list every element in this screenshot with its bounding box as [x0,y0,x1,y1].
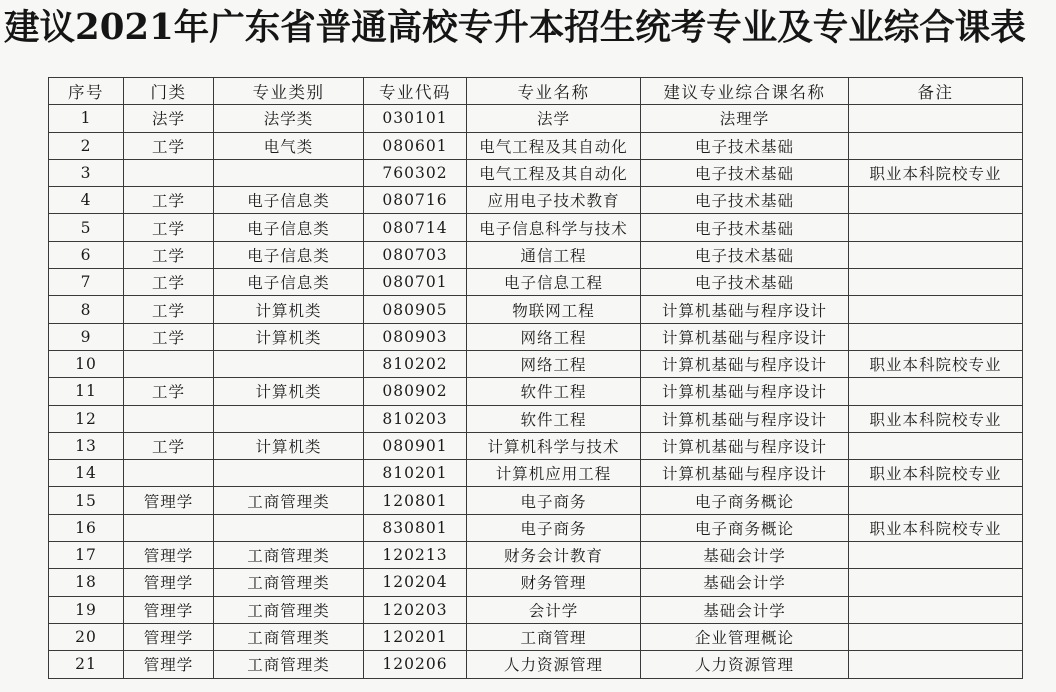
cell-no: 15 [49,487,124,514]
cell-class: 工商管理类 [214,569,364,596]
cell-course: 电子技术基础 [641,187,849,214]
cell-class: 电子信息类 [214,187,364,214]
cell-class [214,350,364,377]
cell-no: 9 [49,323,124,350]
cell-note [849,432,1023,459]
cell-note [849,569,1023,596]
cell-class [214,405,364,432]
cell-major: 财务会计教育 [467,542,641,569]
cell-no: 20 [49,623,124,650]
cell-category: 工学 [124,132,214,159]
table-row [49,514,1023,541]
header-cell-category: 门类 [124,78,214,105]
cell-course: 电子技术基础 [641,159,849,186]
cell-note [849,487,1023,514]
cell-major: 物联网工程 [467,296,641,323]
table-row [49,378,1023,405]
cell-note [849,241,1023,268]
cell-code: 120201 [364,623,467,650]
cell-no: 3 [49,159,124,186]
cell-note: 职业本科院校专业 [849,460,1023,487]
cell-code: 120213 [364,542,467,569]
table-row [49,296,1023,323]
cell-major: 软件工程 [467,378,641,405]
cell-major: 会计学 [467,596,641,623]
cell-note [849,623,1023,650]
cell-note: 职业本科院校专业 [849,350,1023,377]
cell-category: 工学 [124,187,214,214]
cell-major: 电子商务 [467,514,641,541]
cell-no: 1 [49,105,124,132]
cell-class: 计算机类 [214,296,364,323]
cell-class [214,460,364,487]
cell-note [849,378,1023,405]
cell-course: 电子商务概论 [641,487,849,514]
cell-class: 计算机类 [214,323,364,350]
cell-note [849,542,1023,569]
cell-category [124,159,214,186]
cell-category [124,460,214,487]
cell-course: 电子技术基础 [641,214,849,241]
cell-note [849,651,1023,678]
cell-class: 工商管理类 [214,623,364,650]
cell-note: 职业本科院校专业 [849,405,1023,432]
cell-class: 工商管理类 [214,651,364,678]
cell-class [214,159,364,186]
cell-code: 080905 [364,296,467,323]
cell-major: 通信工程 [467,241,641,268]
cell-class: 工商管理类 [214,487,364,514]
cell-class [214,514,364,541]
header-cell-code: 专业代码 [364,78,467,105]
cell-course: 企业管理概论 [641,623,849,650]
header-cell-major: 专业名称 [467,78,641,105]
cell-major: 网络工程 [467,350,641,377]
cell-major: 软件工程 [467,405,641,432]
table-row [49,651,1023,678]
table-row [49,542,1023,569]
cell-course: 计算机基础与程序设计 [641,432,849,459]
cell-note: 职业本科院校专业 [849,514,1023,541]
table-row [49,432,1023,459]
majors-table [48,77,1023,679]
table-row [49,214,1023,241]
cell-category: 工学 [124,378,214,405]
cell-course: 法理学 [641,105,849,132]
cell-code: 810201 [364,460,467,487]
cell-major: 电子商务 [467,487,641,514]
cell-category: 工学 [124,296,214,323]
cell-no: 10 [49,350,124,377]
header-cell-course: 建议专业综合课名称 [641,78,849,105]
cell-code: 080701 [364,269,467,296]
cell-note [849,596,1023,623]
cell-course: 电子技术基础 [641,132,849,159]
cell-code: 080716 [364,187,467,214]
table-row [49,187,1023,214]
cell-no: 18 [49,569,124,596]
cell-no: 16 [49,514,124,541]
page-title: 建议2021年广东省普通高校专升本招生统考专业及专业综合课表 [4,7,1026,48]
table-row [49,460,1023,487]
cell-major: 电子信息工程 [467,269,641,296]
cell-major: 电子信息科学与技术 [467,214,641,241]
header-cell-no: 序号 [49,78,124,105]
cell-major: 计算机应用工程 [467,460,641,487]
table-row [49,596,1023,623]
cell-course: 计算机基础与程序设计 [641,296,849,323]
cell-no: 17 [49,542,124,569]
cell-category: 管理学 [124,651,214,678]
cell-no: 2 [49,132,124,159]
table-row [49,405,1023,432]
cell-course: 计算机基础与程序设计 [641,350,849,377]
cell-no: 12 [49,405,124,432]
cell-category: 法学 [124,105,214,132]
table-row [49,159,1023,186]
table-row [49,569,1023,596]
cell-class: 计算机类 [214,432,364,459]
table-body [49,105,1023,678]
cell-course: 电子技术基础 [641,269,849,296]
cell-code: 030101 [364,105,467,132]
cell-category [124,405,214,432]
table-row [49,269,1023,296]
cell-no: 19 [49,596,124,623]
cell-no: 4 [49,187,124,214]
cell-class: 电子信息类 [214,269,364,296]
cell-code: 120204 [364,569,467,596]
cell-course: 计算机基础与程序设计 [641,323,849,350]
table-row [49,105,1023,132]
cell-major: 工商管理 [467,623,641,650]
cell-code: 080714 [364,214,467,241]
cell-course: 计算机基础与程序设计 [641,405,849,432]
cell-course: 基础会计学 [641,542,849,569]
cell-category: 管理学 [124,487,214,514]
cell-no: 13 [49,432,124,459]
cell-code: 810202 [364,350,467,377]
cell-note [849,269,1023,296]
table-row [49,487,1023,514]
cell-class: 电子信息类 [214,214,364,241]
table-row [49,241,1023,268]
cell-code: 760302 [364,159,467,186]
cell-no: 5 [49,214,124,241]
cell-course: 电子商务概论 [641,514,849,541]
cell-note [849,214,1023,241]
cell-course: 电子技术基础 [641,241,849,268]
cell-code: 120206 [364,651,467,678]
cell-category [124,350,214,377]
cell-class: 电气类 [214,132,364,159]
cell-course: 计算机基础与程序设计 [641,460,849,487]
cell-category: 工学 [124,241,214,268]
cell-code: 080703 [364,241,467,268]
table-row [49,132,1023,159]
table-row [49,623,1023,650]
cell-category [124,514,214,541]
header-row [49,78,1023,105]
cell-class: 电子信息类 [214,241,364,268]
cell-class: 工商管理类 [214,542,364,569]
cell-major: 电气工程及其自动化 [467,159,641,186]
cell-code: 120801 [364,487,467,514]
table-row [49,323,1023,350]
cell-code: 080601 [364,132,467,159]
cell-category: 管理学 [124,542,214,569]
cell-code: 080901 [364,432,467,459]
cell-code: 080902 [364,378,467,405]
cell-no: 8 [49,296,124,323]
cell-category: 工学 [124,214,214,241]
cell-note [849,132,1023,159]
header-cell-note: 备注 [849,78,1023,105]
cell-category: 管理学 [124,623,214,650]
cell-category: 工学 [124,269,214,296]
header-cell-class: 专业类别 [214,78,364,105]
cell-major: 计算机科学与技术 [467,432,641,459]
cell-note [849,296,1023,323]
table-row [49,350,1023,377]
cell-course: 计算机基础与程序设计 [641,378,849,405]
cell-major: 人力资源管理 [467,651,641,678]
cell-major: 网络工程 [467,323,641,350]
cell-category: 工学 [124,323,214,350]
cell-code: 830801 [364,514,467,541]
cell-code: 080903 [364,323,467,350]
cell-category: 工学 [124,432,214,459]
cell-major: 应用电子技术教育 [467,187,641,214]
cell-class: 工商管理类 [214,596,364,623]
cell-code: 120203 [364,596,467,623]
cell-code: 810203 [364,405,467,432]
cell-course: 基础会计学 [641,569,849,596]
cell-note [849,105,1023,132]
cell-category: 管理学 [124,596,214,623]
cell-major: 财务管理 [467,569,641,596]
cell-no: 7 [49,269,124,296]
cell-class: 计算机类 [214,378,364,405]
cell-no: 11 [49,378,124,405]
cell-major: 法学 [467,105,641,132]
cell-class: 法学类 [214,105,364,132]
cell-note: 职业本科院校专业 [849,159,1023,186]
cell-category: 管理学 [124,569,214,596]
cell-note [849,323,1023,350]
cell-course: 基础会计学 [641,596,849,623]
cell-no: 21 [49,651,124,678]
cell-no: 6 [49,241,124,268]
cell-note [849,187,1023,214]
cell-major: 电气工程及其自动化 [467,132,641,159]
cell-course: 人力资源管理 [641,651,849,678]
cell-no: 14 [49,460,124,487]
